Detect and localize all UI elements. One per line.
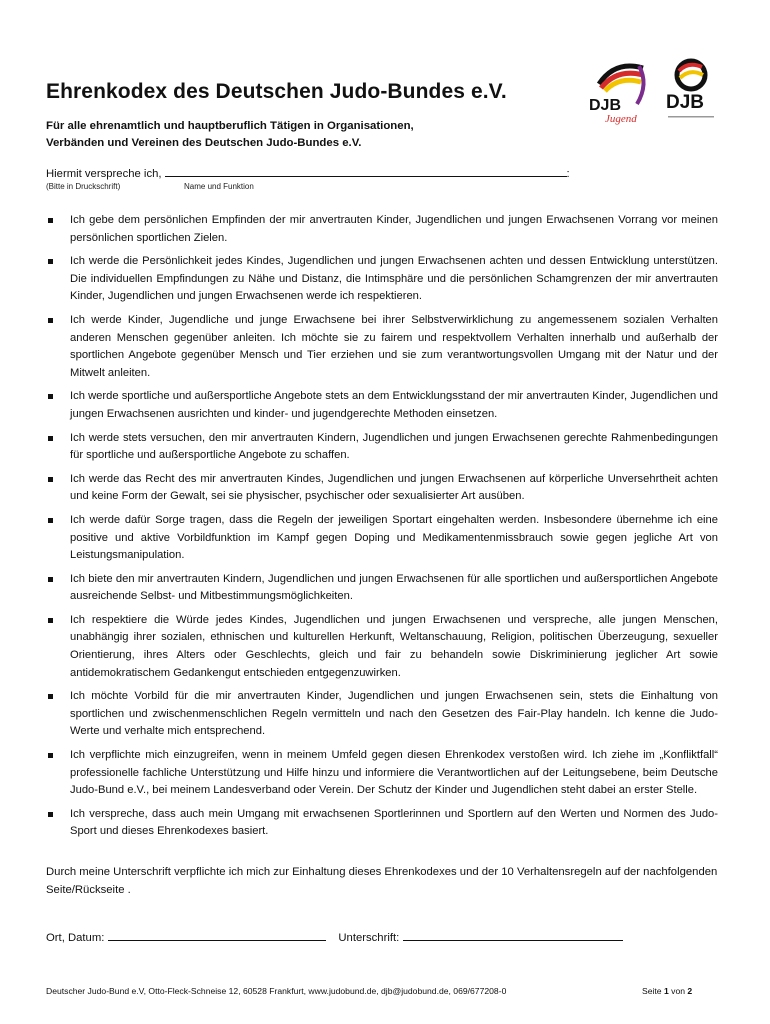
place-date-field[interactable] (108, 930, 326, 941)
closing-statement: Durch meine Unterschrift verpflichte ich mich zur Einhaltung dieses Ehrenkodexes und der 10 Verhaltensregeln auf der nachfolgenden Seite/Rückseite . (46, 866, 718, 896)
bullet-icon (48, 394, 53, 399)
page-current: 1 (663, 986, 669, 996)
signature-row (46, 930, 623, 944)
subtitle-line-2: Verbänden und Vereinen des Deutschen Judo-Bundes e.V. (46, 137, 362, 149)
list-item: Ich gebe dem persönlichen Empfinden der mir anvertrauten Kinder, Jugendlichen und jungen Erwachsenen Vorrang vor meinen persönlichen sportlichen Zielen. (46, 212, 718, 247)
bullet-icon (48, 218, 53, 223)
bullet-icon (48, 753, 53, 758)
bullet-icon (48, 812, 53, 817)
footer-address: Deutscher Judo-Bund e.V, Otto-Fleck-Schneise 12, 60528 Frankfurt, www.judobund.de, djb@judobund.de, 069/677208-0 (46, 986, 507, 996)
list-item: Ich verpflichte mich einzugreifen, wenn in meinem Umfeld gegen diesen Ehrenkodex verstoßen wird. Ich ziehe im „Konfliktfall“ professionelle fachliche Unterstützung und Hilfe hinzu und informiere die Verantwortlichen auf der Leitungsebene, beim Deutsche Judo-Bund e.V., bei meinem Landesverband oder Verein. Der Schutz der Kinder und Jugendlichen steht dabei an erster Stelle. (46, 747, 718, 800)
page-subtitle (46, 118, 526, 152)
page-label: Seite (642, 986, 662, 996)
bullet-icon (48, 618, 53, 623)
bullet-icon (48, 477, 53, 482)
list-item: Ich werde die Persönlichkeit jedes Kindes, Jugendlichen und jungen Erwachsenen achten und dessen Entwicklung unterstützen. Die individuellen Empfindungen zu Nähe und Distanz, die Intimsphäre und die persönlichen Schamgrenzen der mir anvertrauten Kinder, Jugendlichen und jungen Erwachsenen werde ich respektieren. (46, 253, 718, 306)
list-item: Ich möchte Vorbild für die mir anvertrauten Kinder, Jugendlichen und jungen Erwachsenen sein, stets die Einhaltung von sportlichen und zwischenmenschlichen Regeln vermitteln und nach den Gesetzen des Fair-Play handeln. Ich kenne die Judo-Werte und verhalte mich entsprechend. (46, 688, 718, 741)
promise-colon: : (566, 168, 570, 180)
hint-print: (Bitte in Druckschrift) (46, 182, 121, 191)
promise-text: Hiermit verspreche ich, (46, 168, 162, 180)
place-date-label: Ort, Datum: (46, 932, 105, 944)
bullet-icon (48, 259, 53, 264)
subtitle-line-1: Für alle ehrenamtlich und hauptberuflich Tätigen in Organisationen, (46, 120, 414, 132)
djb-logo (660, 58, 722, 126)
list-item: Ich werde stets versuchen, den mir anvertrauten Kindern, Jugendlichen und jungen Erwachsenen gerechte Rahmenbedingungen für sportliche und außersportliche Angebote zu schaffen. (46, 430, 718, 465)
page-total: 2 (687, 986, 693, 996)
name-function-field[interactable] (165, 166, 567, 177)
list-item: Ich respektiere die Würde jedes Kindes, Jugendlichen und jungen Erwachsenen und verspreche, alle jungen Menschen, unabhängig ihrer sozialen, ethnischen und kulturellen Herkunft, Weltanschauung, Religion, politischen Überzeugung, sexueller Orientierung, ihres Alters oder Geschlechts, gleich und fair zu behandeln sowie Diskriminierung jeglicher Art sowie antidemokratischem Gedankengut entschieden entgegenzuwirken. (46, 612, 718, 682)
bullet-icon (48, 694, 53, 699)
list-item: Ich verspreche, dass auch mein Umgang mit erwachsenen Sportlerinnen und Sportlern auf den Werten und Normen des Judo-Sport und dieses Ehrenkodexes basiert. (46, 806, 718, 841)
signature-label: Unterschrift: (338, 932, 400, 944)
promise-line (46, 166, 570, 180)
hint-name-function: Name und Funktion (184, 182, 254, 191)
bullet-icon (48, 518, 53, 523)
list-item: Ich werde dafür Sorge tragen, dass die Regeln der jeweiligen Sportart eingehalten werden. Insbesondere übernehme ich eine positive und aktive Vorbildfunktion im Kampf gegen Doping und Medikamentenmissbrauch sowie gegen jegliche Art von Leistungsmanipulation. (46, 512, 718, 565)
list-item: Ich werde das Recht des mir anvertrauten Kindes, Jugendlichen und jungen Erwachsenen auf körperliche Unversehrtheit achten und keine Form der Gewalt, sei sie physischer, psychischer oder sexualisierter Art ausüben. (46, 471, 718, 506)
bullet-icon (48, 577, 53, 582)
signature-field[interactable] (403, 930, 623, 941)
list-item: Ich werde Kinder, Jugendliche und junge Erwachsene bei ihrer Selbstverwirklichung zu angemessenem sozialen Verhalten anderen Menschen gegenüber anleiten. Ich möchte sie zu fairem und respektvollem Verhalten innerhalb und außerhalb der sportlichen Angebote gegenüber Mensch und Tier erziehen und sie zum verantwortungsvollen Umgang mit der Natur und der Mitwelt anleiten. (46, 312, 718, 382)
logo-right-text: DJB (666, 92, 705, 113)
list-item: Ich werde sportliche und außersportliche Angebote stets an dem Entwicklungsstand der mir anvertrauten Kinder, Jugendlichen und jungen Erwachsenen ausrichten und kinder- und jugendgerechte Methoden einsetzen. (46, 388, 718, 423)
ehrenkodex-list (46, 212, 718, 841)
logo-left-script: Jugend (605, 113, 637, 125)
bullet-icon (48, 318, 53, 323)
logo-left-text: DJB (589, 97, 622, 114)
list-item: Ich biete den mir anvertrauten Kindern, Jugendlichen und jungen Erwachsenen für alle sportlichen und außersportlichen Angebote ausreichende Selbst- und Mitbestimmungsmöglichkeiten. (46, 571, 718, 606)
djb-jugend-logo (585, 58, 653, 126)
page-of: von (671, 986, 686, 996)
page-number (642, 986, 692, 996)
page-title: Ehrenkodex des Deutschen Judo-Bundes e.V. (46, 80, 507, 103)
bullet-icon (48, 436, 53, 441)
